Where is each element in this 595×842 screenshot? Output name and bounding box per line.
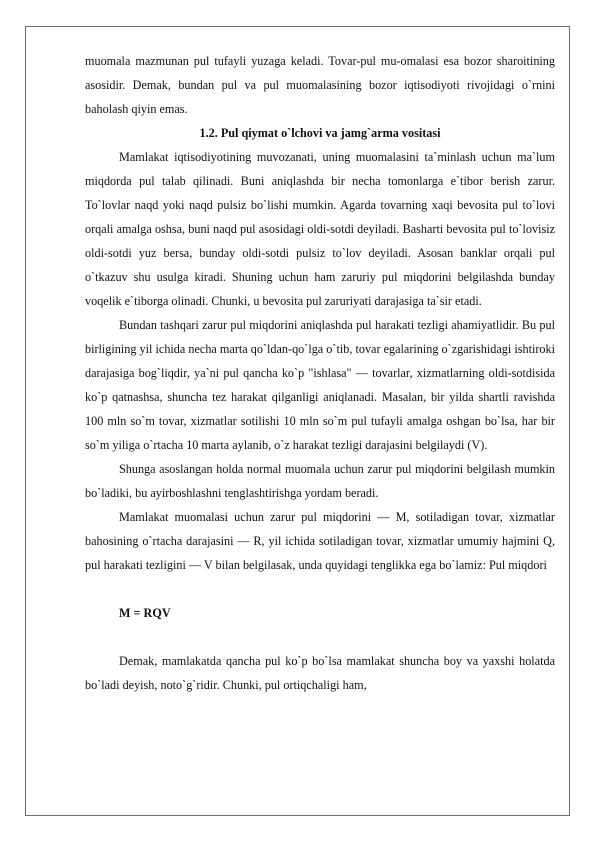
document-body (85, 49, 555, 697)
paragraph-normal-circulation: Shunga asoslangan holda normal muomala uchun zarur pul miqdorini belgilash mumkin bo`ladiki, bu ayirboshlashni tenglashtirishga yordam beradi. (85, 462, 555, 500)
paragraph-variables: Mamlakat muomalasi uchun zarur pul miqdorini — M, sotiladigan tovar, xizmatlar bahosining o`rtacha darajasini — R, yil ichida sotiladigan tovar, xizmatlar umumiy hajmini Q, pul harakati tezligini — V bilan belgilasak, unda quyidagi tenglikka ega bo`lamiz: Pul miqdori (85, 510, 555, 572)
money-formula: M = RQV (119, 606, 171, 620)
paragraph-money-velocity: Bundan tashqari zarur pul miqdorini aniqlashda pul harakati tezligi ahamiyatlidir. Bu pul birligining yil ichida necha marta qo`ldan-qo`lga o`tib, tovar egalarining o`zgarishidagi ishtiroki darajasiga bog`liqdir, ya`ni pul qancha ko`p "ishlasa" — tovarlar, xizmatlarning oldi-sotdisida ko`p qatnashsa, shuncha tez harakat qilganligi aniqlanadi. Masalan, bir yilda shartli ravishda 100 mln so`m tovar, xizmatlar sotilishi 10 mln so`m pul tufayli amalga oshgan bo`lsa, har bir so`m yiliga o`rtacha 10 marta aylanib, o`z harakat tezligi darajasini belgilaydi (V). (85, 318, 555, 452)
paragraph-intro: muomala mazmunan pul tufayli yuzaga keladi. Tovar-pul mu-omalasi esa bozor sharoitining asosidir. Demak, bundan pul va pul muomalasining bozor iqtisodiyoti rivojidagi o`rnini baholash qiyin emas. (85, 54, 555, 116)
paragraph-conclusion: Demak, mamlakatda qancha pul ko`p bo`lsa mamlakat shuncha boy va yaxshi holatda bo`ladi deyish, noto`g`ridir. Chunki, pul ortiqchaligi ham, (85, 654, 555, 692)
paragraph-economy-balance: Mamlakat iqtisodiyotining muvozanati, uning muomalasini ta`minlash uchun ma`lum miqdorda pul talab qilinadi. Buni aniqlashda bir necha tomonlarga e`tibor berish zarur. To`lovlar naqd yoki naqd pulsiz bo`lishi mumkin. Agarda tovarning xaqi bevosita pul to`lovi orqali amalga oshsa, buni naqd pul asosidagi oldi-sotdi deyiladi. Basharti bevosita pul to`lovisiz oldi-sotdi yuz bersa, bunday oldi-sotdi pulsiz to`lov deyiladi. Asosan banklar orqali pul o`tkazuv shu usulga kiradi. Shuning uchun ham zaruriy pul miqdorini belgilashda bunday voqelik e`tiborga olinadi. Chunki, u bevosita pul zaruriyati darajasiga ta`sir etadi. (85, 150, 555, 308)
section-heading: 1.2. Pul qiymat o`lchovi va jamg`arma vositasi (199, 126, 441, 140)
